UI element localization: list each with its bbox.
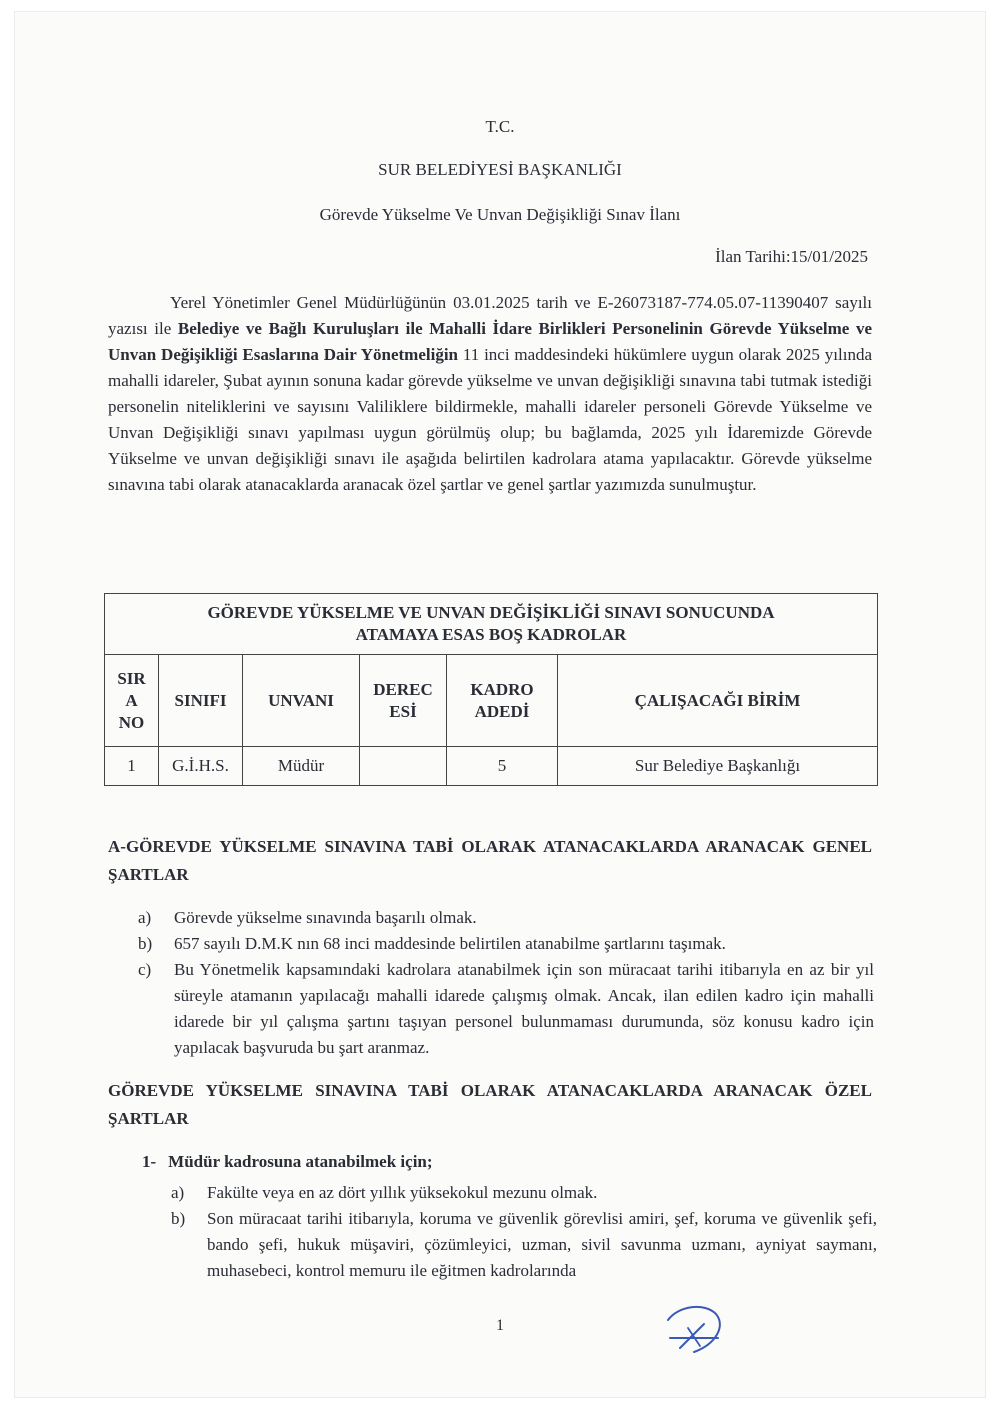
header-line: SINIFI xyxy=(174,690,227,710)
section-mudur xyxy=(142,1152,433,1172)
header-kadro-adedi xyxy=(447,655,558,747)
list-marker: b) xyxy=(171,1209,186,1228)
list-marker: b) xyxy=(138,934,153,953)
header-line: SIR xyxy=(117,668,146,688)
vacant-positions-table xyxy=(104,593,878,786)
list-item-text: Görevde yükselme sınavında başarılı olmak. xyxy=(174,908,477,927)
list-item xyxy=(138,931,874,957)
list-marker: a) xyxy=(138,908,152,927)
header-subject: Görevde Yükselme Ve Unvan Değişikliği Sınav İlanı xyxy=(319,205,681,224)
list-item xyxy=(171,1180,877,1206)
list-item-text: 657 sayılı D.M.K nın 68 inci maddesinde belirtilen atanabilme şartlarını taşımak. xyxy=(174,934,726,953)
general-conditions-heading: A-GÖREVDE YÜKSELME SINAVINA TABİ OLARAK ATANACAKLARDA ARANACAK GENEL ŞARTLAR xyxy=(108,837,872,884)
list-item-text: Fakülte veya en az dört yıllık yüksekokul mezunu olmak. xyxy=(207,1183,598,1202)
table-title-row xyxy=(105,594,878,655)
signature-initial xyxy=(660,1298,730,1358)
section-number: 1- xyxy=(142,1152,157,1171)
list-item xyxy=(138,957,874,1061)
cell-sira-no: 1 xyxy=(105,747,159,786)
list-item xyxy=(171,1206,877,1284)
header-line: ESİ xyxy=(389,701,417,721)
cell-calisacagi-birim: Sur Belediye Başkanlığı xyxy=(558,747,878,786)
intro-paragraph xyxy=(108,290,872,498)
special-conditions-heading: GÖREVDE YÜKSELME SINAVINA TABİ OLARAK ATANACAKLARDA ARANACAK ÖZEL ŞARTLAR xyxy=(108,1081,872,1128)
list-item-text: Son müracaat tarihi itibarıyla, koruma ve güvenlik görevlisi amiri, şef, koruma ve güvenlik şefi, bando şefi, hukuk müşaviri, çözümleyici, uzman, sivil savunma uzmanı, ayniyat saymanı, muhasebeci, kontrol memuru ile eğitmen kadrolarında xyxy=(207,1209,877,1280)
list-marker: c) xyxy=(138,960,152,979)
header-line: ÇALIŞACAĞI BİRİM xyxy=(634,690,801,710)
table-header-row xyxy=(105,655,878,747)
section-title: Müdür kadrosuna atanabilmek için; xyxy=(168,1152,433,1171)
header-sinifi xyxy=(159,655,243,747)
list-item-text: Bu Yönetmelik kapsamındaki kadrolara atanabilmek için son müracaat tarihi itibarıyla en az bir yıl süreyle atamanın yapılacağı mahalli idarede çalışmış olmak. Ancak, ilan edilen kadro için mahalli idarede bir yıl çalışma şartını taşıyan personel bulunmaması durumunda, söz konusu kadro için yapılacak başvuruda bu şart aranmaz. xyxy=(174,960,874,1057)
page-number: 1 xyxy=(496,1317,504,1334)
header-tc: T.C. xyxy=(485,117,515,136)
cell-unvani: Müdür xyxy=(243,747,360,786)
general-conditions-list xyxy=(138,905,874,1061)
cell-kadro-adedi: 5 xyxy=(447,747,558,786)
header-line: A xyxy=(125,690,138,710)
header-unvani xyxy=(243,655,360,747)
header-line: UNVANI xyxy=(268,690,334,710)
header-line: KADRO xyxy=(470,679,534,699)
special-conditions-list xyxy=(171,1180,877,1284)
header-line: NO xyxy=(118,712,145,732)
intro-text-2: 11 inci maddesindeki hükümlere uygun olarak 2025 yılında mahalli idareler, Şubat ayının sonuna kadar görevde yükselme ve unvan değişikliği sınavına tabi tutmak istediği personelin niteliklerini ve sayısını Valiliklere bildirmekle, mahalli idareler personeli Görevde Yükselme ve Unvan Değişikliği sınavı yapılması uygun görülmüş olup; bu bağlamda, 2025 yılı İdaremizde Görevde Yükselme ve unvan değişikliği sınavı ile aşağıda belirtilen kadrolara atama yapılacaktır. Görevde yükselme sınavına tabi olarak atanacaklarda aranacak özel şartlar ve genel şartlar yazımızda sunulmuştur. xyxy=(108,345,872,494)
announcement-date: İlan Tarihi:15/01/2025 xyxy=(715,247,868,266)
cell-derecesi xyxy=(360,747,447,786)
header-institution: SUR BELEDİYESİ BAŞKANLIĞI xyxy=(378,160,622,179)
cell-sinifi: G.İ.H.S. xyxy=(159,747,243,786)
table-title-line2: ATAMAYA ESAS BOŞ KADROLAR xyxy=(355,625,627,644)
list-item xyxy=(138,905,874,931)
header-calisacagi-birim xyxy=(558,655,878,747)
table-row xyxy=(105,747,878,786)
header-line: ADEDİ xyxy=(474,701,530,721)
header-derecesi xyxy=(360,655,447,747)
table-title xyxy=(105,594,878,655)
table-title-line1: GÖREVDE YÜKSELME VE UNVAN DEĞİŞİKLİĞİ SINAVI SONUCUNDA xyxy=(207,603,775,622)
header-line: DEREC xyxy=(373,679,433,699)
header-sira-no xyxy=(105,655,159,747)
list-marker: a) xyxy=(171,1183,185,1202)
intro-text-1: Yerel Yönetimler Genel Müdürlüğünün 03.01.2025 tarih ve E-26073187-774.05.07-11390407 sayılı yazısı ile xyxy=(108,293,872,338)
intro-regulation-name: Belediye ve Bağlı Kuruluşları ile Mahalli İdare Birlikleri Personelinin Görevde Yükselme ve Unvan Değişikliği Esaslarına Dair Yönetmeliğin xyxy=(108,319,872,364)
